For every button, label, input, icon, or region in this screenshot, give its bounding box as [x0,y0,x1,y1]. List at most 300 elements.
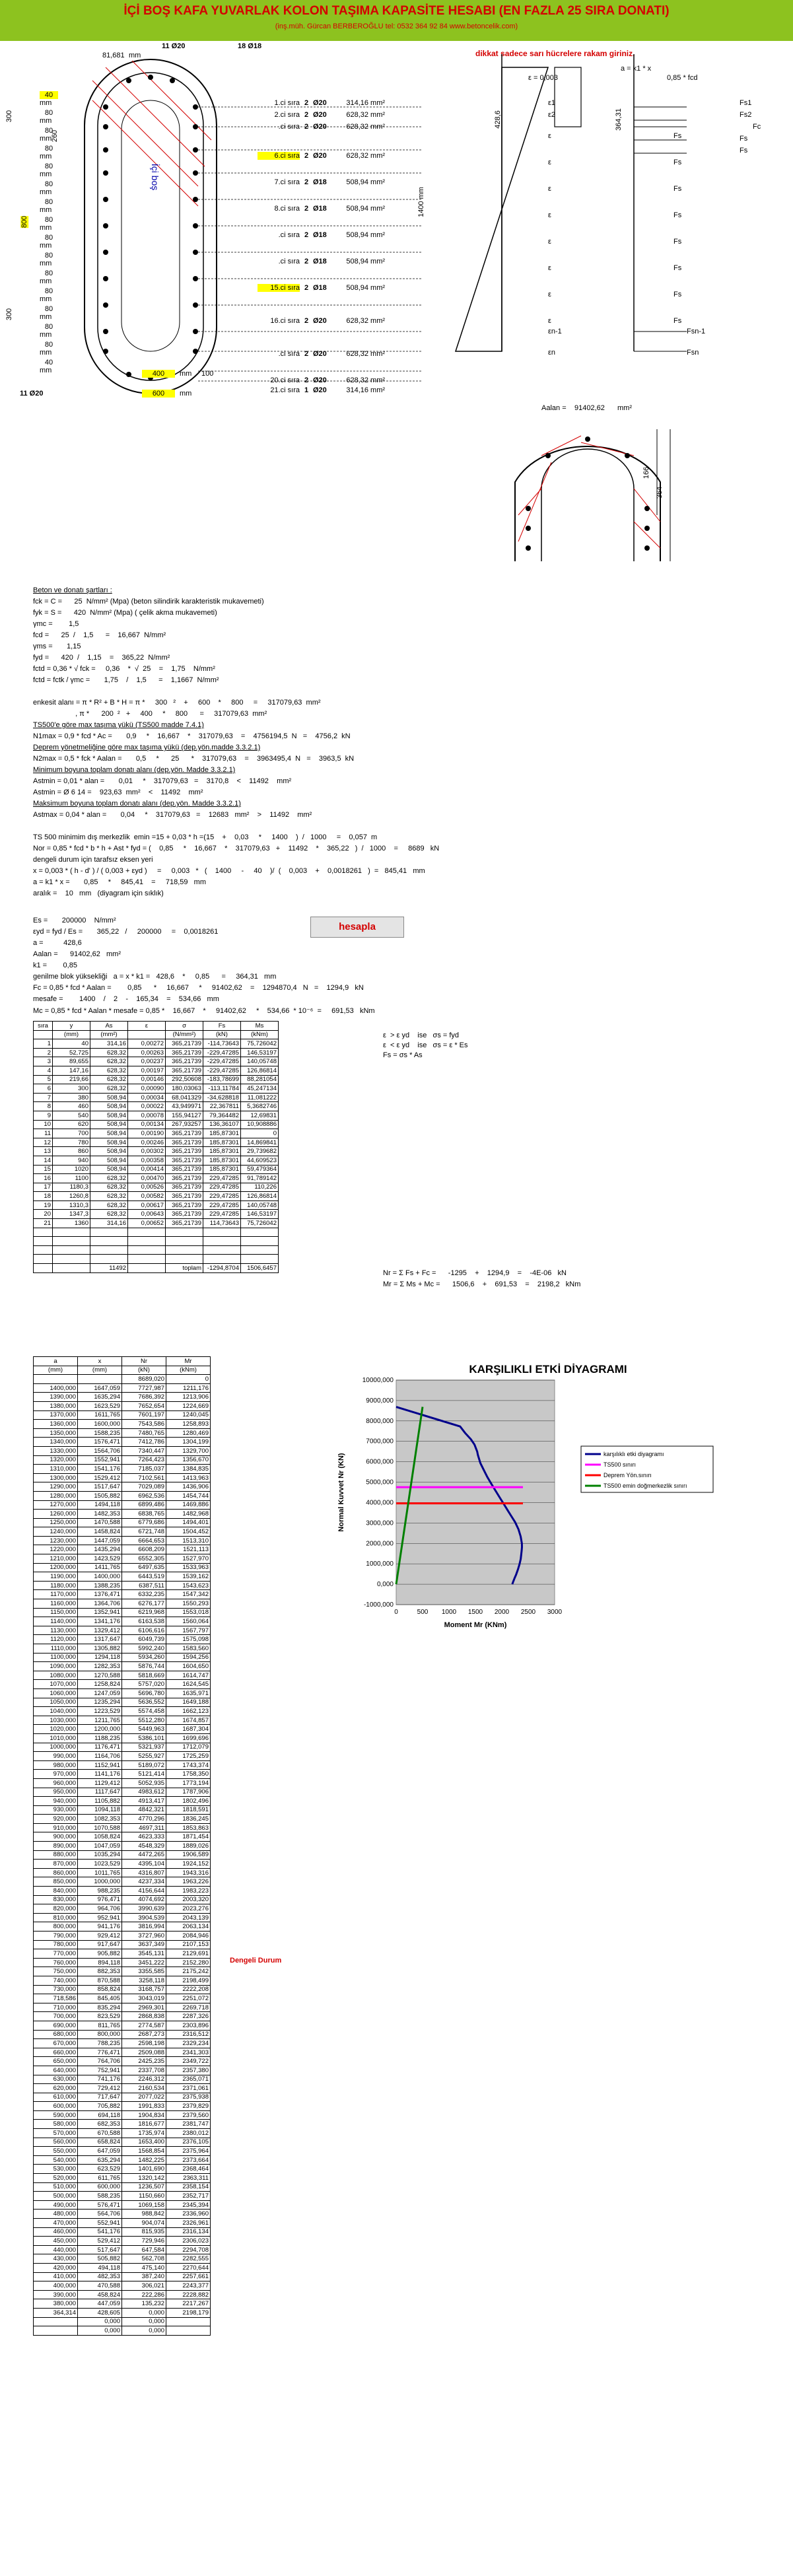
row-area: 628,32 [346,111,368,119]
table1-row [34,1039,279,1049]
table2-cell: 2077,022 [122,2093,166,2102]
table2-row [34,2272,211,2281]
table2-cell: 6552,305 [122,1554,166,1564]
table2-cell: 2379,560 [166,2110,211,2120]
table2-cell: 1623,529 [78,1401,122,1410]
table2-cell: 1270,588 [78,1671,122,1680]
table2-cell: 494,118 [78,2263,122,2272]
table2-row [34,1743,211,1752]
calc-line: Nr = Σ Fs + Fc = -1295 + 1294,9 = -4E-06 kN [383,1269,567,1277]
table1-row [34,1066,279,1075]
table2-cell: 1200,000 [34,1563,78,1572]
table2-cell: 1560,064 [166,1617,211,1626]
table2-cell: 470,588 [78,2281,122,2291]
fs2-label: Fs2 [740,111,752,119]
table2-header: x [78,1357,122,1366]
table2-cell: 3258,118 [122,1976,166,1985]
table1-cell: 229,47285 [203,1174,241,1183]
table2-cell: 1250,000 [34,1518,78,1527]
table2-row [34,2129,211,2138]
table2-cell: 590,000 [34,2110,78,2120]
table2-row [34,2210,211,2219]
table2-cell: 1247,059 [78,1688,122,1698]
table2-cell: 1614,747 [166,1671,211,1680]
table1-cell: 185,87301 [203,1156,241,1165]
table2-row [34,1698,211,1707]
table2-cell [34,1375,78,1384]
table2-cell: 1624,545 [166,1680,211,1689]
table2-cell: 5757,020 [122,1680,166,1689]
left-dim-unit: mm [40,170,52,178]
table2-cell [34,2326,78,2336]
table1-cell: 0,00526 [128,1183,166,1192]
calc-line: mesafe = 1400 / 2 - 165,34 = 534,66 mm [33,995,219,1003]
table2-cell: 1040,000 [34,1707,78,1716]
table2-cell: 0,000 [78,2317,122,2326]
table2-cell: 1547,342 [166,1590,211,1599]
table2-cell: 1140,000 [34,1617,78,1626]
table2-cell: 1735,974 [122,2129,166,2138]
table1-cell: 0,00197 [128,1066,166,1075]
table2-cell: 815,935 [122,2227,166,2237]
table2-cell: 4395,104 [122,1860,166,1869]
table2-row [34,1527,211,1537]
balanced-label: Dengeli Durum [230,1957,282,1965]
table1-cell: 79,364482 [203,1111,241,1120]
table1-cell: 10 [34,1120,53,1129]
table1-cell: 0,00272 [128,1039,166,1049]
table2-cell: 1552,941 [78,1455,122,1465]
left-dim-unit: mm [40,188,52,196]
row-area-unit: mm² [368,386,386,394]
left-dim-row [40,269,58,285]
table1-cell: 0,00358 [128,1156,166,1165]
table2-cell: 1541,176 [78,1465,122,1474]
table2-cell: 1224,669 [166,1401,211,1410]
row-area-unit: mm² [368,178,386,186]
table2-cell: 1152,941 [78,1760,122,1770]
left-dim-value: 80 [44,252,53,260]
table1-cell: 0,00302 [128,1147,166,1156]
table2-cell: 400,000 [34,2281,78,2291]
left-dim-unit: mm [40,277,52,285]
table2-cell: 1743,374 [166,1760,211,1770]
table2-unit: (kNm) [166,1366,211,1375]
left-dim-value: 80 [44,180,53,188]
table2-cell: 600,000 [34,2102,78,2111]
rebar-row [258,376,385,384]
left-dim-row [40,341,58,357]
side-height-3: 800 [20,215,29,228]
total-width: 600 [142,390,175,398]
row-bar-dia: Ø20 [313,317,327,325]
table1-cell: 508,94 [90,1120,128,1129]
fc-label: Fc [753,123,761,131]
table2-cell: 2222,208 [166,1985,211,1994]
strain-fs-label: Fs [673,158,682,166]
table2-cell: 1818,591 [166,1805,211,1815]
table2-cell: 1564,706 [78,1446,122,1455]
table2-cell: 1529,412 [78,1473,122,1482]
row-bar-dia: Ø18 [313,178,327,186]
table2-row [34,1904,211,1914]
table2-cell: 6276,177 [122,1599,166,1609]
row-area: 508,94 [346,231,368,239]
table1-cell: -229,47285 [203,1057,241,1066]
table2-cell: 7652,654 [122,1401,166,1410]
table1-cell: 0,00582 [128,1192,166,1201]
table2-cell: 2306,023 [166,2237,211,2246]
table2-unit-row [34,1366,211,1375]
table1-cell: 180,03063 [166,1084,203,1094]
table1-cell [53,1228,90,1237]
table2-cell: 1504,452 [166,1527,211,1537]
table2-cell: 941,176 [78,1922,122,1932]
table2-cell: 1543,623 [166,1581,211,1590]
table2-cell: 2217,267 [166,2299,211,2309]
table2-cell: 682,353 [78,2120,122,2129]
table2-cell: 860,000 [34,1868,78,1877]
calc-line: x = 0,003 * ( h - d' ) / ( 0,003 + εyd ) = 0,003 * ( 1400 - 40 )/ ( 0,003 + 0,0018261 ) = 845,41 mm [33,867,425,875]
row-label: .ci sıra [278,123,300,131]
table2-row [34,2254,211,2264]
chart-ytick-label: 4000,000 [366,1499,394,1507]
table1-cell: 508,94 [90,1093,128,1102]
table2-cell: 5386,101 [122,1733,166,1743]
table1-cell [241,1255,279,1264]
table2-cell: 2084,946 [166,1932,211,1941]
table1-cell: 14 [34,1156,53,1165]
dim-3643: 364,31 [614,108,623,131]
table2-cell: 964,706 [78,1904,122,1914]
row-area: 628,32 [346,350,368,358]
strain-eps-label: ε [548,185,551,193]
a-label: a = k1 * x [621,65,652,73]
table1-total-cell: 1506,6457 [241,1264,279,1273]
table2-cell: 850,000 [34,1877,78,1887]
left-dim-unit: mm [40,117,52,125]
calc-line: Astmin = 0,01 * alan = 0,01 * 317079,63 = 3170,8 < 11492 mm² [33,777,292,785]
table2-row [34,1518,211,1527]
table1-cell: 146,53197 [241,1048,279,1057]
table1-cell: 45,247134 [241,1084,279,1094]
table1-cell: 75,726042 [241,1219,279,1228]
chart-xtick-label: 2500 [520,1609,536,1616]
table1-cell: 508,94 [90,1129,128,1138]
table2-cell: 1649,188 [166,1698,211,1707]
top-bar2-label: 18 Ø18 [238,42,262,50]
table2-cell: 0,000 [122,2317,166,2326]
table2-cell: 1436,906 [166,1482,211,1492]
table2-cell: 1423,529 [78,1554,122,1564]
table2-cell: 2371,061 [166,2084,211,2093]
table2-cell: 6497,635 [122,1563,166,1572]
table1-cell: 185,87301 [203,1129,241,1138]
table1-cell: 229,47285 [203,1201,241,1210]
row-bar-count: 2 [304,284,309,292]
table2-cell: 2341,303 [166,2048,211,2057]
calc-line: γms = 1,15 [33,643,81,650]
table2-cell: 1150,660 [122,2192,166,2201]
table1-cell [128,1245,166,1255]
table1-header: σ [166,1022,203,1031]
table2-cell: 729,946 [122,2237,166,2246]
left-dim-value: 80 [44,162,53,170]
table2-cell: 904,074 [122,2219,166,2228]
left-dim-unit: mm [40,313,52,321]
table2-cell: 1494,118 [78,1500,122,1510]
table2-cell: 380,000 [34,2299,78,2309]
left-dim-row [40,180,58,196]
stress-block [555,67,581,127]
strain-eps-label: ε [548,291,551,298]
table2-cell: 1213,906 [166,1393,211,1402]
table2-row [34,1985,211,1994]
table2-cell: 2363,311 [166,2174,211,2183]
left-dim-value: 80 [44,287,53,295]
table1-cell: 0,00134 [128,1120,166,1129]
table1-cell: 365,21739 [166,1201,203,1210]
table1-cell: 88,281054 [241,1075,279,1084]
table2-cell: 2270,644 [166,2263,211,2272]
table2-cell: 520,000 [34,2174,78,2183]
table2-cell: 2375,938 [166,2093,211,2102]
table2-row [34,1778,211,1788]
total-width-unit: mm [180,390,192,398]
table2-cell: 3043,019 [122,1994,166,2003]
table2-cell: 2282,555 [166,2254,211,2264]
table2-cell: 1360,000 [34,1420,78,1429]
table2-row [34,1716,211,1725]
table2-cell: 2198,179 [166,2308,211,2317]
row-bar-dia: Ø20 [313,123,327,131]
table1-row [34,1057,279,1066]
table2-row [34,1994,211,2003]
table2-cell: 905,882 [78,1949,122,1959]
table1-header: ε [128,1022,166,1031]
table1-cell: 628,32 [90,1066,128,1075]
table2-cell: 2379,829 [166,2102,211,2111]
table1-cell [34,1228,53,1237]
table2-row [34,1572,211,1582]
table2-cell: 2373,664 [166,2155,211,2165]
table1-cell [203,1228,241,1237]
table2-cell: 1400,000 [78,1572,122,1582]
table2-row [34,1913,211,1922]
table2-cell: 3904,539 [122,1913,166,1922]
calc-line: N2max = 0,5 * fck * Aalan = 0,5 * 25 * 317079,63 = 3963495,4 N = 3963,5 kN [33,755,355,763]
table1-cell [203,1255,241,1264]
table2-row [34,1491,211,1500]
table2-cell: 450,000 [34,2237,78,2246]
left-dim-unit: mm [40,135,52,143]
table2-cell: 460,000 [34,2227,78,2237]
table2-row [34,1383,211,1393]
left-dim-row [40,252,58,267]
left-dim-row [40,145,58,160]
table2-cell: 1080,000 [34,1671,78,1680]
table2-cell: 705,882 [78,2102,122,2111]
table2-cell: 1110,000 [34,1644,78,1654]
strain-eps-label: ε [548,238,551,246]
table1-cell [166,1237,203,1246]
table1-cell [128,1228,166,1237]
table2-cell: 620,000 [34,2084,78,2093]
side-height-2: 300 [5,308,14,321]
row-area-unit: mm² [368,152,386,160]
table2-row [34,1707,211,1716]
table1-cell: 860 [53,1147,90,1156]
table1-cell: 185,87301 [203,1138,241,1147]
table2-row [34,1932,211,1941]
table1-cell [241,1245,279,1255]
table2-cell: 1220,000 [34,1545,78,1554]
table2-cell: 5449,963 [122,1725,166,1734]
table1-cell: 1347,3 [53,1210,90,1219]
left-dim-unit: mm [40,153,52,160]
table2-cell: 890,000 [34,1842,78,1851]
inner-width-unit: mm [180,370,192,378]
table2-cell: 1376,471 [78,1590,122,1599]
table2-cell: 6219,968 [122,1608,166,1617]
left-dim-unit: mm [40,206,52,214]
chart-ytick-label: 6000,000 [366,1458,394,1466]
table2-cell: 600,000 [78,2182,122,2192]
table1-cell [53,1245,90,1255]
hollow-label: İçi boş [150,163,161,191]
table2-row [34,2317,211,2326]
table2-cell: 2243,377 [166,2281,211,2291]
table2-row [34,2237,211,2246]
calc-line: Beton ve donatı şartları : [33,586,112,594]
table2-cell: 4237,334 [122,1877,166,1887]
table2-row [34,1688,211,1698]
table1-cell: 5 [34,1075,53,1084]
row-area-unit: mm² [368,350,386,358]
table1-cell: 68,041329 [166,1093,203,1102]
table1-cell: 700 [53,1129,90,1138]
left-dim-value: 40 [40,91,58,99]
table1-cell: 229,47285 [203,1183,241,1192]
table2-cell: 820,000 [34,1904,78,1914]
table2-cell: 840,000 [34,1887,78,1896]
table2-row [34,1410,211,1420]
table2-row [34,2012,211,2021]
calc-line: Mc = 0,85 * fcd * Aalan * mesafe = 0,85 * 16,667 * 91402,62 * 534,66 * 10⁻⁶ = 691,53 kNm [33,1007,375,1015]
table2-cell: 541,176 [78,2227,122,2237]
table2-cell: 1180,000 [34,1581,78,1590]
table1-cell [34,1245,53,1255]
table2-cell: 870,000 [34,1860,78,1869]
row-bar-count: 2 [304,258,309,265]
table1-cell: 628,32 [90,1048,128,1057]
table2-row [34,2057,211,2066]
table2-row [34,1725,211,1734]
table2-cell: 7686,392 [122,1393,166,1402]
calc-line: fyd = 420 / 1,15 = 365,22 N/mm² [33,654,170,662]
table2-cell: 530,000 [34,2165,78,2174]
table1-cell: 508,94 [90,1147,128,1156]
rebar-table [33,1021,279,1273]
table1-header: As [90,1022,128,1031]
table2-cell: 788,235 [78,2039,122,2048]
table2-cell: 2375,964 [166,2147,211,2156]
table1-row [34,1237,279,1246]
table2-cell: 1906,589 [166,1850,211,1860]
calc-line: N1max = 0,9 * fcd * Ac = 0,9 * 16,667 * 317079,63 = 4756194,5 N = 4756,2 kN [33,732,351,740]
table2-cell: 2228,882 [166,2290,211,2299]
table2-cell: 647,584 [122,2245,166,2254]
table2-row [34,2219,211,2228]
left-dim-row [40,287,58,303]
table1-cell: 0,00022 [128,1102,166,1111]
table1-cell: 59,479364 [241,1165,279,1174]
left-dim-row [40,216,58,232]
table2-cell: 1576,471 [78,1438,122,1447]
table2-cell: 7264,423 [122,1455,166,1465]
table2-cell: 835,294 [78,2003,122,2012]
table2-cell: 4983,612 [122,1788,166,1797]
table1-total-cell: toplam [166,1264,203,1273]
table2-cell: 717,647 [78,2093,122,2102]
left-dim-value: 80 [44,145,53,153]
table2-cell: 5512,280 [122,1716,166,1725]
calc-line: fyk = S = 420 N/mm² (Mpa) ( çelik akma mukavemeti) [33,609,217,617]
row-bar-dia: Ø20 [313,99,327,107]
table1-cell: 44,609523 [241,1156,279,1165]
interaction-table [33,1356,211,2336]
table2-cell: 940,000 [34,1797,78,1806]
table2-cell: 1190,000 [34,1572,78,1582]
left-dim-unit: mm [40,349,52,357]
table1-row [34,1093,279,1102]
chart-ytick-label: 7000,000 [366,1438,394,1445]
table2-cell: 2598,198 [122,2039,166,2048]
table1-cell: -183,78699 [203,1075,241,1084]
table2-cell: 588,235 [78,2192,122,2201]
table2-cell: 1662,123 [166,1707,211,1716]
table1-cell [203,1237,241,1246]
row-bar-count: 2 [304,231,309,239]
table1-cell: 140,05748 [241,1201,279,1210]
table2-cell: 2357,380 [166,2066,211,2075]
strain-eps-label: ε [548,158,551,166]
table1-unit [34,1030,53,1039]
table2-cell: 1176,471 [78,1743,122,1752]
table1-cell: 13 [34,1147,53,1156]
table2-cell: 1164,706 [78,1752,122,1761]
table2-cell: 2349,722 [166,2057,211,2066]
chart-legend-label: Deprem Yön.sınırı [603,1472,652,1479]
table2-cell: 1583,560 [166,1644,211,1654]
chart-xtick-label: 2000 [494,1609,510,1616]
table2-cell: 1023,529 [78,1860,122,1869]
table2-row [34,1922,211,1932]
table1-cell [34,1237,53,1246]
left-dim-row [40,91,58,107]
table1-cell: 110,226 [241,1183,279,1192]
table2-cell: 1836,245 [166,1815,211,1824]
left-dim-row [40,359,58,374]
table2-cell: 630,000 [34,2075,78,2084]
table2-cell: 4623,333 [122,1832,166,1842]
table2-row [34,1733,211,1743]
rebar-row [258,99,385,107]
table1-cell: 16 [34,1174,53,1183]
calculate-button[interactable]: hesapla [310,917,404,938]
table2-cell: 1070,000 [34,1680,78,1689]
top-dim-value: 81,681 [102,52,125,59]
